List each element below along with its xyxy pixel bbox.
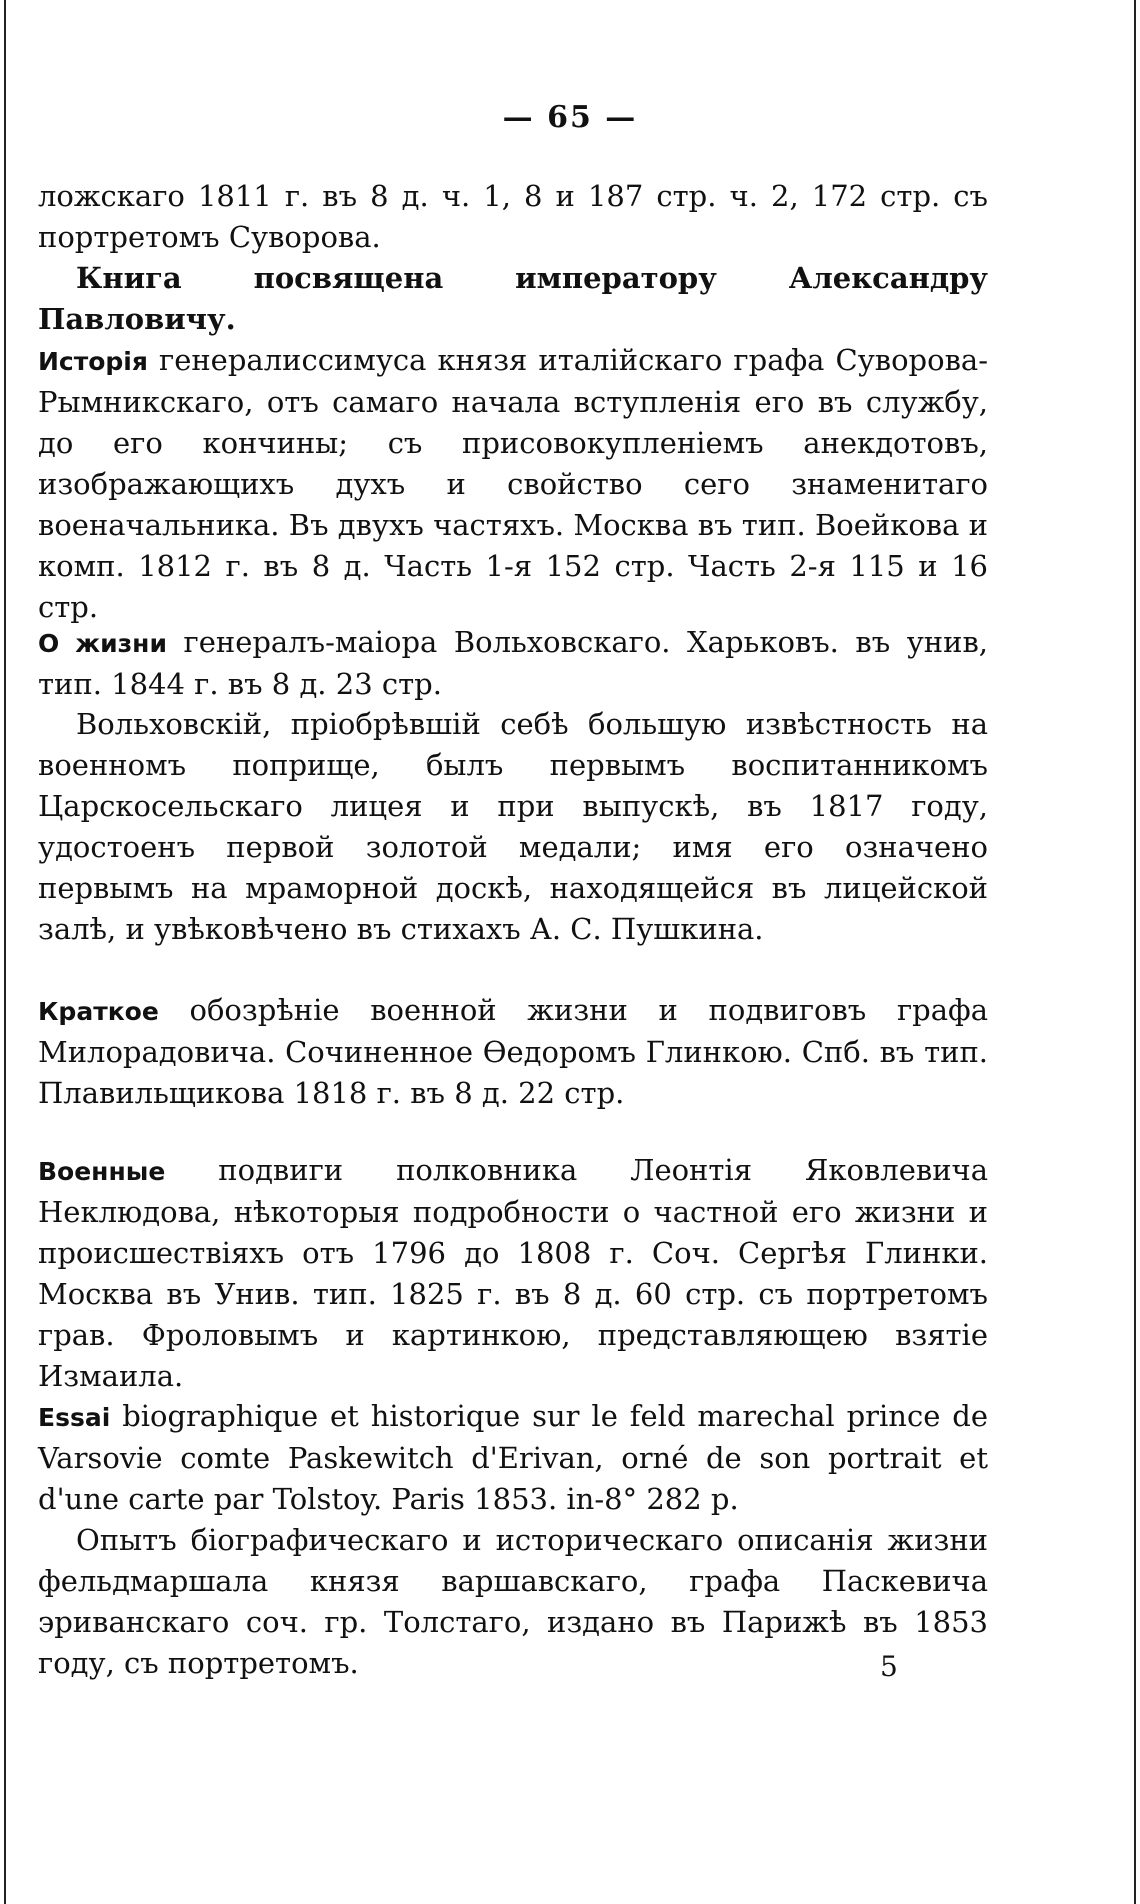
entry-text: biographique et historique sur le feld marechal prince de Varsovie comte Paskewitch d'Erivan, orné de son portrait et d'une carte par Tolstoy. Paris 1853. in-8° 282 p. <box>38 1399 989 1516</box>
entry-note <box>38 258 988 340</box>
entry-paskewitch-essai <box>38 1396 988 1520</box>
entry-text: генералиссимуса князя италійскаго графа Суворова-Рымникскаго, отъ самаго начала вступленія его въ службу, до его кончины; съ присовокупленіемъ анекдотовъ, изображающихъ духъ и свойство сего знаменитаго военачальника. Въ двухъ частяхъ. Москва въ тип. Воейкова и комп. 1812 г. въ 8 д. Часть 1-я 152 стр. Часть 2-я 115 и 16 стр. <box>38 343 988 624</box>
entry-suvorov-history <box>38 340 988 628</box>
entry-lead: Военные <box>38 1157 166 1186</box>
entry-text: обозрѣніе военной жизни и подвиговъ графа Милорадовича. Сочиненное Ѳедоромъ Глинкою. Спб. въ тип. Плавильщикова 1818 г. въ 8 д. 22 стр. <box>38 993 988 1110</box>
entry-volkhovsky-life <box>38 622 988 705</box>
entry-lead: О жизни <box>38 629 167 658</box>
signature-mark: 5 <box>880 1650 898 1683</box>
page-number: — 65 — <box>502 100 638 135</box>
entry-neklyudov <box>38 1150 988 1397</box>
entry-lead: Краткое <box>38 997 159 1026</box>
entry-text: Опытъ біографическаго и историческаго описанія жизни фельдмаршала князя варшавскаго, графа Паскевича эриванскаго соч. гр. Толстаго, издано въ Парижѣ въ 1853 году, съ портретомъ. <box>38 1523 988 1680</box>
entry-text: ложскаго 1811 г. въ 8 д. ч. 1, 8 и 187 стр. ч. 2, 172 стр. съ портретомъ Суворова. <box>38 179 988 254</box>
entry-text: подвиги полковника Леонтія Яковлевича Неклюдова, нѣкоторыя подробности о частной его жизни и происшествіяхъ отъ 1796 до 1808 г. Соч. Сергѣя Глинки. Москва въ Унив. тип. 1825 г. въ 8 д. 60 стр. съ портретомъ грав. Фроловымъ и картинкою, представляющею взятіе Измаила. <box>38 1153 989 1393</box>
entry-continuation <box>38 176 988 258</box>
entry-miloradovich <box>38 990 988 1114</box>
right-page-edge <box>1134 0 1136 1904</box>
entry-lead: Essai <box>38 1403 111 1432</box>
entry-text: Вольховскій, пріобрѣвшій себѣ большую извѣстность на военномъ поприще, былъ первымъ воспитанникомъ Царскосельскаго лицея и при выпускѣ, въ 1817 году, удостоенъ первой золотой медали; имя его означено первымъ на мраморной доскѣ, находящейся въ лицейской залѣ, и увѣковѣчено въ стихахъ А. С. Пушкина. <box>38 707 988 946</box>
entry-volkhovsky-note <box>38 704 988 950</box>
left-page-edge <box>4 0 6 1904</box>
entry-lead: Исторія <box>38 347 148 376</box>
entry-paskewitch-translation <box>38 1520 988 1684</box>
entry-text: генералъ-маіора Вольховскаго. Харьковъ. въ унив, тип. 1844 г. въ 8 д. 23 стр. <box>38 625 988 701</box>
entry-text: Книга посвящена императору Александру Павловичу. <box>38 261 988 336</box>
